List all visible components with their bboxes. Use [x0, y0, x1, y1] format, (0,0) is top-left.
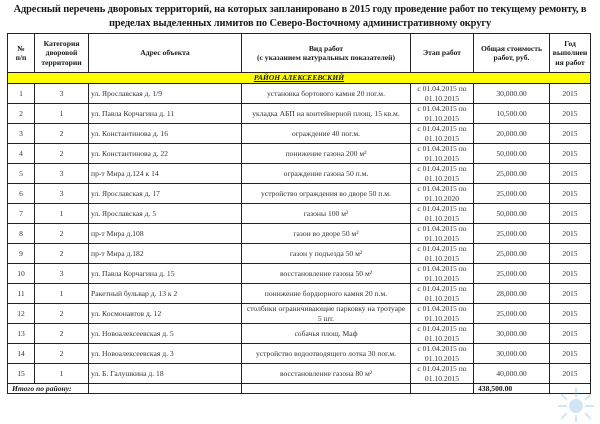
cell-work-type: собачья площ. Маф — [242, 324, 411, 344]
cell-cost: 30,000.00 — [474, 324, 550, 344]
cell-work-type: столбики ограничивающие парковку на тротуаре 5 шт. — [242, 304, 411, 324]
cell-stage: с 01.04.2015 по 01.10.2015 — [411, 284, 474, 304]
cell-work-type: установка бортового камня 20 пог.м. — [242, 84, 411, 104]
cell-num: 8 — [8, 224, 35, 244]
cell-cost: 30,000.00 — [474, 344, 550, 364]
cell-address: ул. Ярославская д. 17 — [89, 184, 242, 204]
header-address: Адрес объекта — [89, 34, 242, 73]
cell-year: 2015 — [550, 284, 591, 304]
cell-stage: с 01.04.2015 по 01.10.2015 — [411, 124, 474, 144]
cell-stage: с 01.04.2015 по 01.10.2015 — [411, 224, 474, 244]
cell-year: 2015 — [550, 344, 591, 364]
cell-num: 6 — [8, 184, 35, 204]
cell-num: 11 — [8, 284, 35, 304]
cell-year: 2015 — [550, 164, 591, 184]
cell-cost: 30,000.00 — [474, 84, 550, 104]
cell-address: ул. Космонавтов д. 12 — [89, 304, 242, 324]
cell-year: 2015 — [550, 124, 591, 144]
total-row — [8, 384, 591, 394]
cell-year: 2015 — [550, 104, 591, 124]
total-empty-work — [242, 384, 411, 394]
cell-category: 1 — [35, 284, 89, 304]
cell-address: пр-т Мира д.182 — [89, 244, 242, 264]
cell-cost: 50,000.00 — [474, 204, 550, 224]
table-row — [8, 184, 591, 204]
district-name: РАЙОН АЛЕКСЕЕВСКИЙ — [8, 73, 591, 84]
cell-year: 2015 — [550, 364, 591, 384]
cell-address: ул. Константинова д. 22 — [89, 144, 242, 164]
cell-year: 2015 — [550, 324, 591, 344]
cell-cost: 20,000.00 — [474, 124, 550, 144]
table-row — [8, 124, 591, 144]
total-empty-stage — [411, 384, 474, 394]
cell-work-type: восстановление газона 50 м² — [242, 264, 411, 284]
cell-address: ул. Б. Галушкина д. 18 — [89, 364, 242, 384]
cell-year: 2015 — [550, 184, 591, 204]
cell-work-type: ограждение 40 пог.м. — [242, 124, 411, 144]
cell-work-type: газоны 100 м² — [242, 204, 411, 224]
cell-address: ул. Павла Корчагина д. 11 — [89, 104, 242, 124]
cell-stage: с 01.04.2015 по 01.10.2015 — [411, 104, 474, 124]
cell-category: 2 — [35, 224, 89, 244]
cell-stage: с 01.04.2015 по 01.10.2015 — [411, 144, 474, 164]
cell-stage: с 01.04.2015 по 01.10.2015 — [411, 204, 474, 224]
header-num: № п/п — [8, 34, 35, 73]
cell-num: 5 — [8, 164, 35, 184]
sun-logo-icon — [554, 384, 598, 422]
cell-work-type: понижение газона 200 м² — [242, 144, 411, 164]
title-line-2: пределах выделенных лимитов по Северо-Восточному административному округу — [108, 18, 492, 29]
table-row — [8, 364, 591, 384]
cell-year: 2015 — [550, 224, 591, 244]
cell-category: 2 — [35, 304, 89, 324]
address-list-table — [7, 33, 591, 394]
cell-num: 3 — [8, 124, 35, 144]
table-row — [8, 264, 591, 284]
cell-work-type: ограждение газона 50 п.м. — [242, 164, 411, 184]
cell-num: 10 — [8, 264, 35, 284]
cell-address: ул. Константинова д. 16 — [89, 124, 242, 144]
cell-address: ул. Ярославская д. 1/9 — [89, 84, 242, 104]
cell-cost: 25,000.00 — [474, 264, 550, 284]
cell-work-type: газон у подъезда 50 м² — [242, 244, 411, 264]
document-title — [0, 3, 600, 31]
cell-work-type: понижение бордюрного камня 20 п.м. — [242, 284, 411, 304]
cell-stage: с 01.04.2015 по 01.10.2020 — [411, 184, 474, 204]
cell-category: 2 — [35, 244, 89, 264]
cell-num: 2 — [8, 104, 35, 124]
cell-year: 2015 — [550, 244, 591, 264]
cell-address: пр-т Мира д.108 — [89, 224, 242, 244]
cell-stage: с 01.04.2015 по 01.10.2015 — [411, 344, 474, 364]
cell-stage: с 01.04.2015 по 01.10.2015 — [411, 364, 474, 384]
header-year: Год выполнен ия работ — [550, 34, 591, 73]
cell-category: 3 — [35, 184, 89, 204]
table-header-row — [8, 34, 591, 73]
cell-work-type: устройство ограждения во дворе 50 п.м. — [242, 184, 411, 204]
cell-cost: 25,000.00 — [474, 244, 550, 264]
table-row — [8, 204, 591, 224]
table-row — [8, 164, 591, 184]
cell-num: 4 — [8, 144, 35, 164]
cell-num: 1 — [8, 84, 35, 104]
cell-work-type: устройство водоотводящего лотка 30 пог.м. — [242, 344, 411, 364]
cell-num: 15 — [8, 364, 35, 384]
cell-category: 2 — [35, 124, 89, 144]
cell-cost: 28,000.00 — [474, 284, 550, 304]
cell-cost: 50,000.00 — [474, 144, 550, 164]
cell-cost: 25,000.00 — [474, 184, 550, 204]
cell-category: 3 — [35, 264, 89, 284]
table-row — [8, 224, 591, 244]
cell-num: 7 — [8, 204, 35, 224]
cell-category: 3 — [35, 164, 89, 184]
header-work-type: Вид работ (с указанием натуральных показателей) — [242, 34, 411, 73]
district-row — [8, 73, 591, 84]
cell-address: пр-т Мира д.124 к 14 — [89, 164, 242, 184]
header-category: Категория дворовой территории — [35, 34, 89, 73]
table-row — [8, 84, 591, 104]
cell-cost: 25,000.00 — [474, 224, 550, 244]
table-row — [8, 244, 591, 264]
cell-cost: 10,500.00 — [474, 104, 550, 124]
cell-stage: с 01.04.2015 по 01.10.2015 — [411, 84, 474, 104]
cell-category: 3 — [35, 84, 89, 104]
header-stage: Этап работ — [411, 34, 474, 73]
cell-category: 2 — [35, 344, 89, 364]
table-row — [8, 144, 591, 164]
cell-category: 1 — [35, 364, 89, 384]
cell-category: 1 — [35, 204, 89, 224]
total-label: Итого по району: — [8, 384, 89, 394]
cell-category: 2 — [35, 144, 89, 164]
table-row — [8, 104, 591, 124]
table-row — [8, 304, 591, 324]
cell-num: 12 — [8, 304, 35, 324]
header-cost: Общая стоимость работ, руб. — [474, 34, 550, 73]
cell-work-type: газон во дворе 50 м² — [242, 224, 411, 244]
cell-address: ул. Павла Корчагина д. 15 — [89, 264, 242, 284]
cell-address: Ракетный бульвар д. 13 к 2 — [89, 284, 242, 304]
cell-cost: 40,000.00 — [474, 364, 550, 384]
title-line-1: Адресный перечень дворовых территорий, на которых запланировано в 2015 году проведение работ по текущему ремонту, в — [13, 4, 587, 15]
cell-work-type: восстановление газона 80 м² — [242, 364, 411, 384]
cell-num: 14 — [8, 344, 35, 364]
cell-year: 2015 — [550, 304, 591, 324]
cell-category: 1 — [35, 104, 89, 124]
table-row — [8, 324, 591, 344]
cell-address: ул. Ярославская д. 5 — [89, 204, 242, 224]
total-cost: 438,500.00 — [474, 384, 550, 394]
cell-stage: с 01.04.2015 по 01.10.2015 — [411, 164, 474, 184]
cell-year: 2015 — [550, 144, 591, 164]
cell-num: 13 — [8, 324, 35, 344]
cell-stage: с 01.04.2015 по 01.10.2015 — [411, 244, 474, 264]
cell-address: ул. Новоалексеевская д. 5 — [89, 324, 242, 344]
cell-category: 2 — [35, 324, 89, 344]
cell-stage: с 01.04.2015 по 01.10.2015 — [411, 264, 474, 284]
cell-cost: 25,000.00 — [474, 304, 550, 324]
cell-stage: с 01.04.2015 по 01.10.2015 — [411, 304, 474, 324]
cell-work-type: укладка АБП на контейнерной площ. 15 кв.м. — [242, 104, 411, 124]
table-row — [8, 344, 591, 364]
cell-year: 2015 — [550, 264, 591, 284]
total-empty-address — [89, 384, 242, 394]
cell-address: ул. Новоалексеевская д. 3 — [89, 344, 242, 364]
table-row — [8, 284, 591, 304]
cell-stage: с 01.04.2015 по 01.10.2015 — [411, 324, 474, 344]
cell-num: 9 — [8, 244, 35, 264]
cell-year: 2015 — [550, 84, 591, 104]
cell-year: 2015 — [550, 204, 591, 224]
cell-cost: 25,000.00 — [474, 164, 550, 184]
